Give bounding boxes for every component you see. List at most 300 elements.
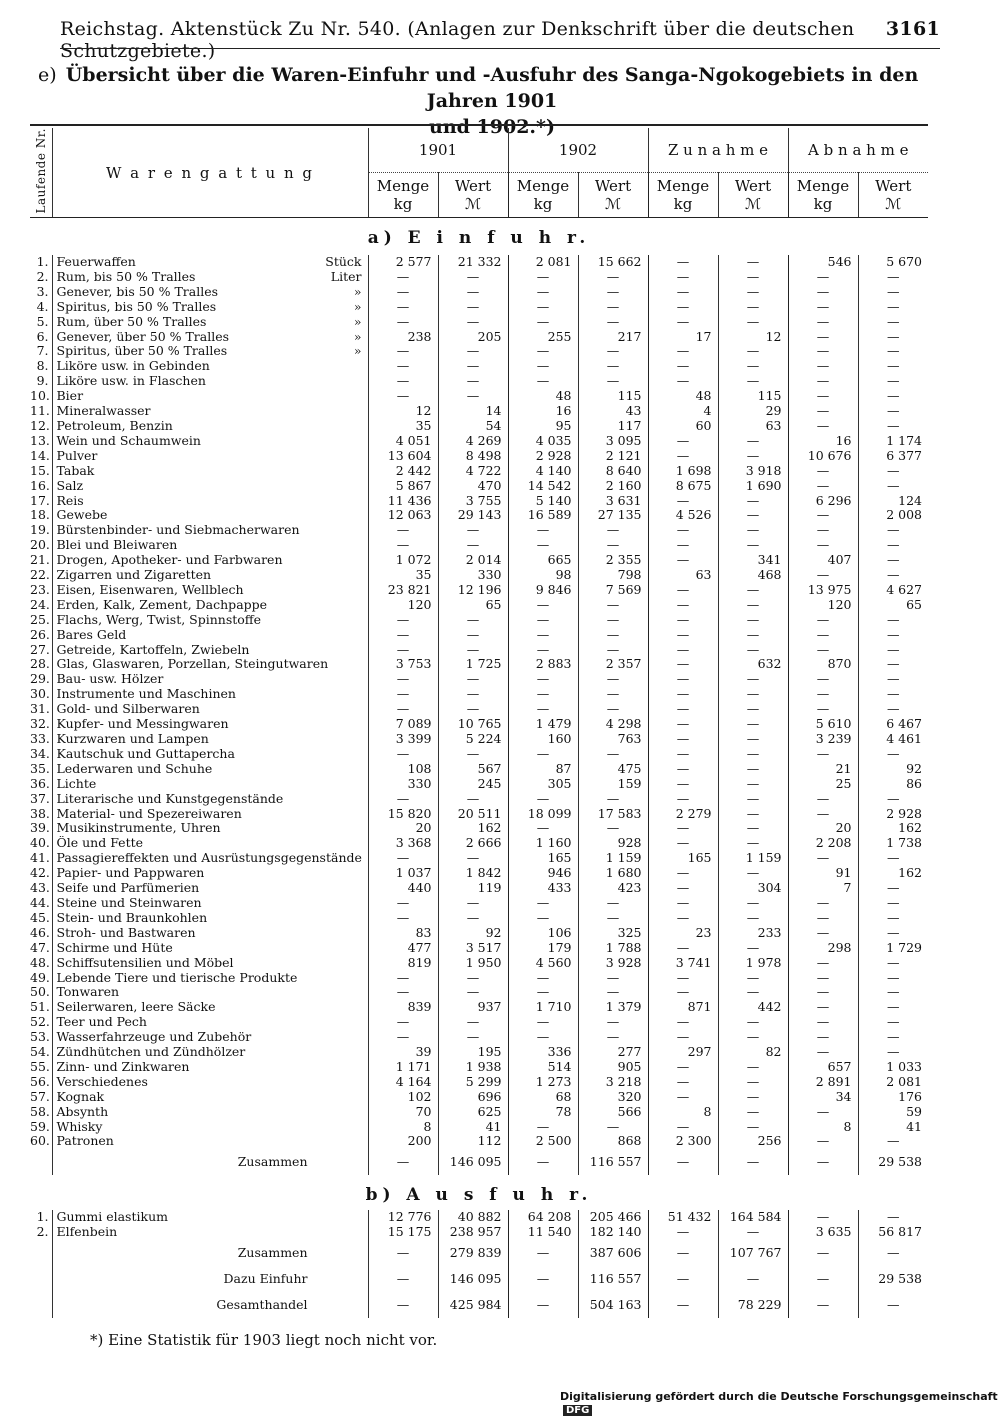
- value-cell: 51 432: [648, 1210, 718, 1225]
- value-cell: 475: [578, 762, 648, 777]
- value-cell: —: [368, 1015, 438, 1030]
- row-number: 2.: [36, 269, 49, 284]
- value-cell: —: [648, 628, 718, 643]
- value-cell: 91: [788, 866, 858, 881]
- item-name: [52, 1045, 368, 1060]
- value-cell: —: [858, 747, 928, 762]
- value-cell: 112: [438, 1134, 508, 1149]
- table-row: [30, 479, 928, 494]
- value-cell: —: [788, 479, 858, 494]
- value-cell: —: [718, 807, 788, 822]
- item-name: [52, 419, 368, 434]
- item-name: [52, 866, 368, 881]
- value-cell: 54: [438, 419, 508, 434]
- value-cell: 514: [508, 1060, 578, 1075]
- item-name: [52, 687, 368, 702]
- item-name: [52, 762, 368, 777]
- value-cell: —: [788, 613, 858, 628]
- value-cell: —: [858, 553, 928, 568]
- row-number: 35.: [30, 761, 50, 776]
- value-cell: —: [718, 1120, 788, 1135]
- value-cell: 2 928: [508, 449, 578, 464]
- item-name: [52, 315, 368, 330]
- value-cell: —: [858, 330, 928, 345]
- value-cell: —: [718, 270, 788, 285]
- table-row: [30, 1000, 928, 1015]
- value-cell: 12 063: [368, 508, 438, 523]
- table-row: [30, 941, 928, 956]
- value-cell: —: [368, 315, 438, 330]
- value-cell: 20: [788, 821, 858, 836]
- table-row: [30, 1060, 928, 1075]
- row-number: 45.: [30, 910, 50, 925]
- value-cell: —: [718, 672, 788, 687]
- value-cell: —: [858, 344, 928, 359]
- value-cell: —: [578, 985, 648, 1000]
- table-row: [30, 717, 928, 732]
- table-row: [30, 359, 928, 374]
- value-cell: —: [508, 344, 578, 359]
- value-cell: —: [578, 821, 648, 836]
- table-title-line2: und 1902.*): [429, 116, 555, 138]
- value-cell: —: [438, 702, 508, 717]
- value-cell: —: [718, 1105, 788, 1120]
- value-cell: —: [788, 985, 858, 1000]
- item-label: Liköre usw. in Flaschen: [56, 374, 206, 389]
- row-number: 12.: [30, 418, 50, 433]
- item-label: Kurzwaren und Lampen: [56, 732, 209, 746]
- value-cell: —: [858, 479, 928, 494]
- value-cell: —: [648, 1015, 718, 1030]
- value-cell: 2 008: [858, 508, 928, 523]
- value-cell: 1 725: [438, 657, 508, 672]
- value-cell: 29 143: [438, 508, 508, 523]
- value-cell: 200: [368, 1134, 438, 1149]
- value-cell: —: [788, 1210, 858, 1225]
- value-cell: 245: [438, 777, 508, 792]
- table-row: [30, 732, 928, 747]
- item-name: [52, 971, 368, 986]
- value-cell: —: [718, 359, 788, 374]
- table-row: [30, 1210, 928, 1225]
- value-cell: —: [718, 598, 788, 613]
- item-label: Spiritus, bis 50 % Tralles: [56, 299, 217, 314]
- table-row: [30, 315, 928, 330]
- value-cell: 41: [858, 1120, 928, 1135]
- value-cell: 320: [578, 1090, 648, 1105]
- item-name: [52, 464, 368, 479]
- item-label: Bier: [56, 389, 84, 404]
- value-cell: 1 379: [578, 1000, 648, 1015]
- value-cell: —: [788, 1149, 858, 1175]
- value-cell: —: [508, 1015, 578, 1030]
- value-cell: 4 722: [438, 464, 508, 479]
- value-cell: 5 867: [368, 479, 438, 494]
- value-cell: —: [578, 523, 648, 538]
- value-cell: 82: [718, 1045, 788, 1060]
- item-name: [52, 628, 368, 643]
- menge-header: [648, 173, 718, 218]
- item-label: Öle und Fette: [56, 836, 144, 851]
- item-name: [52, 523, 368, 538]
- item-label: Kautschuk und Guttapercha: [56, 746, 235, 761]
- value-cell: 1 273: [508, 1075, 578, 1090]
- value-cell: —: [368, 270, 438, 285]
- value-cell: —: [718, 971, 788, 986]
- unit-label: »: [351, 330, 362, 345]
- value-cell: —: [788, 1015, 858, 1030]
- item-name: [52, 449, 368, 464]
- value-cell: —: [718, 494, 788, 509]
- unit-label: »: [351, 300, 362, 315]
- value-cell: —: [858, 792, 928, 807]
- row-number: 58.: [30, 1104, 50, 1119]
- value-cell: —: [508, 315, 578, 330]
- value-cell: —: [788, 419, 858, 434]
- item-name: [52, 732, 368, 747]
- einfuhr-table: [30, 255, 928, 1175]
- value-cell: —: [648, 881, 718, 896]
- value-cell: —: [858, 956, 928, 971]
- item-label: Salz: [56, 478, 84, 493]
- wert-header: [718, 173, 788, 218]
- table-row: [30, 538, 928, 553]
- value-cell: 3 918: [718, 464, 788, 479]
- value-cell: —: [788, 344, 858, 359]
- item-name: [52, 807, 368, 822]
- item-label: Absynth: [56, 1104, 109, 1119]
- value-cell: —: [718, 866, 788, 881]
- value-cell: —: [438, 538, 508, 553]
- table-row: [30, 1045, 928, 1060]
- item-name: [52, 717, 368, 732]
- value-cell: 1 978: [718, 956, 788, 971]
- value-cell: 696: [438, 1090, 508, 1105]
- value-cell: 2 928: [858, 807, 928, 822]
- table-row: [30, 971, 928, 986]
- value-cell: —: [858, 1045, 928, 1060]
- row-number: 32.: [30, 717, 50, 732]
- value-cell: —: [648, 1292, 718, 1318]
- value-cell: 870: [788, 657, 858, 672]
- value-cell: 1 159: [578, 851, 648, 866]
- row-number: 59.: [30, 1119, 50, 1134]
- value-cell: —: [718, 344, 788, 359]
- value-cell: 23 821: [368, 583, 438, 598]
- wert-header: [438, 173, 508, 218]
- table-row: [30, 643, 928, 658]
- item-name: [52, 1292, 368, 1318]
- value-cell: 102: [368, 1090, 438, 1105]
- value-cell: —: [788, 1240, 858, 1266]
- value-cell: 48: [648, 389, 718, 404]
- item-label: Rum, über 50 % Tralles: [56, 314, 207, 329]
- value-cell: 15 175: [368, 1225, 438, 1240]
- value-cell: 8: [648, 1105, 718, 1120]
- value-cell: 433: [508, 881, 578, 896]
- value-cell: 68: [508, 1090, 578, 1105]
- value-cell: —: [648, 732, 718, 747]
- value-cell: 4 526: [648, 508, 718, 523]
- value-cell: 17: [648, 330, 718, 345]
- table-title-line1: Übersicht über die Waren-Einfuhr und -Ausfuhr des Sanga-Ngokogebiets in den Jahren 1901: [65, 64, 919, 112]
- table-row: [30, 255, 928, 270]
- value-cell: —: [648, 538, 718, 553]
- item-name: [52, 374, 368, 389]
- value-cell: —: [578, 628, 648, 643]
- value-cell: 2 883: [508, 657, 578, 672]
- row-number: 36.: [30, 776, 50, 791]
- row-number: 22.: [30, 568, 50, 583]
- value-cell: 162: [858, 866, 928, 881]
- row-number: 26.: [30, 627, 50, 642]
- mark-unit-label: ℳ: [604, 195, 622, 214]
- row-number: 40.: [30, 836, 50, 851]
- item-name: [52, 479, 368, 494]
- item-label: Passagiereffekten und Ausrüstungsgegenstände: [56, 851, 362, 866]
- value-cell: —: [788, 1045, 858, 1060]
- value-cell: —: [368, 792, 438, 807]
- value-cell: 937: [438, 1000, 508, 1015]
- item-name: [52, 702, 368, 717]
- table-row: [30, 285, 928, 300]
- value-cell: —: [578, 971, 648, 986]
- kg-unit-label: kg: [813, 195, 833, 214]
- value-cell: 625: [438, 1105, 508, 1120]
- value-cell: —: [788, 1292, 858, 1318]
- value-cell: —: [368, 643, 438, 658]
- value-cell: —: [508, 702, 578, 717]
- item-label: Schirme und Hüte: [56, 940, 173, 955]
- item-label: Elfenbein: [56, 1224, 118, 1239]
- item-label: Steine und Steinwaren: [56, 895, 202, 910]
- value-cell: —: [508, 672, 578, 687]
- value-cell: —: [648, 1266, 718, 1292]
- value-cell: —: [648, 1225, 718, 1240]
- value-cell: —: [368, 613, 438, 628]
- kg-unit-label: kg: [533, 195, 553, 214]
- value-cell: —: [648, 255, 718, 270]
- row-number: 9.: [36, 374, 49, 389]
- value-cell: —: [788, 374, 858, 389]
- table-row: [30, 583, 928, 598]
- value-cell: —: [508, 628, 578, 643]
- value-cell: —: [718, 792, 788, 807]
- row-number: 17.: [30, 493, 50, 508]
- value-cell: —: [788, 508, 858, 523]
- value-cell: 2 357: [578, 657, 648, 672]
- value-cell: —: [648, 702, 718, 717]
- value-cell: —: [788, 568, 858, 583]
- value-cell: 4 051: [368, 434, 438, 449]
- item-name: [52, 1134, 368, 1149]
- value-cell: 39: [368, 1045, 438, 1060]
- item-name: [52, 1060, 368, 1075]
- unit-label: »: [351, 315, 362, 330]
- wert-header: [858, 173, 928, 218]
- value-cell: —: [858, 643, 928, 658]
- item-label: Petroleum, Benzin: [56, 418, 173, 433]
- value-cell: —: [438, 851, 508, 866]
- item-label: Whisky: [56, 1119, 103, 1134]
- value-cell: 3 755: [438, 494, 508, 509]
- row-number: [30, 1240, 52, 1266]
- item-label: Lederwaren und Schuhe: [56, 761, 213, 776]
- value-cell: —: [718, 315, 788, 330]
- row-number: 19.: [30, 523, 50, 538]
- value-cell: 2 081: [508, 255, 578, 270]
- value-cell: 425 984: [438, 1292, 508, 1318]
- item-label: Lichte: [56, 776, 97, 791]
- value-cell: —: [368, 374, 438, 389]
- value-cell: —: [438, 523, 508, 538]
- item-name: [52, 359, 368, 374]
- value-cell: 2 208: [788, 836, 858, 851]
- value-cell: —: [368, 702, 438, 717]
- value-cell: 35: [368, 568, 438, 583]
- value-cell: 1 938: [438, 1060, 508, 1075]
- wert-label: Wert: [594, 177, 632, 196]
- value-cell: —: [718, 762, 788, 777]
- item-label: Gesamthandel: [216, 1296, 308, 1312]
- value-cell: —: [858, 315, 928, 330]
- value-cell: 6 296: [788, 494, 858, 509]
- mark-unit-label: ℳ: [885, 195, 902, 214]
- value-cell: 279 839: [438, 1240, 508, 1266]
- item-name: [52, 508, 368, 523]
- table-row: [30, 419, 928, 434]
- table-row: [30, 1090, 928, 1105]
- header-bottom-rule: [30, 217, 928, 218]
- item-label: Spiritus, über 50 % Tralles: [56, 344, 228, 359]
- value-cell: —: [788, 672, 858, 687]
- item-label: Seilerwaren, leere Säcke: [56, 1000, 216, 1015]
- value-cell: 297: [648, 1045, 718, 1060]
- value-cell: —: [508, 1030, 578, 1045]
- value-cell: 4 035: [508, 434, 578, 449]
- item-label: Zusammen: [237, 1154, 308, 1170]
- value-cell: —: [718, 1266, 788, 1292]
- item-name: [52, 956, 368, 971]
- value-cell: 83: [368, 926, 438, 941]
- value-cell: 13 975: [788, 583, 858, 598]
- value-cell: —: [508, 971, 578, 986]
- item-name: [52, 926, 368, 941]
- item-label: Genever, bis 50 % Tralles: [56, 284, 219, 299]
- value-cell: —: [648, 1060, 718, 1075]
- value-cell: 839: [368, 1000, 438, 1015]
- value-cell: —: [368, 344, 438, 359]
- value-cell: 43: [578, 404, 648, 419]
- item-label: Zusammen: [237, 1244, 308, 1260]
- value-cell: 116 557: [578, 1149, 648, 1175]
- row-number: 5.: [36, 314, 49, 329]
- value-cell: —: [438, 1015, 508, 1030]
- item-name: [52, 941, 368, 956]
- row-number: 46.: [30, 925, 50, 940]
- footnote: *) Eine Statistik für 1903 liegt noch nicht vor.: [90, 1331, 438, 1349]
- item-label: Material- und Spezereiwaren: [56, 806, 242, 821]
- table-row: [30, 956, 928, 971]
- value-cell: —: [858, 404, 928, 419]
- value-cell: —: [718, 941, 788, 956]
- item-label: Zigarren und Zigaretten: [56, 568, 212, 583]
- row-number: 18.: [30, 508, 50, 523]
- table-row: [30, 434, 928, 449]
- row-number: 43.: [30, 881, 50, 896]
- value-cell: 27 135: [578, 508, 648, 523]
- unit-label: »: [351, 285, 362, 300]
- value-cell: —: [718, 777, 788, 792]
- item-label: Erden, Kalk, Zement, Dachpappe: [56, 597, 268, 612]
- group-1902: 1902: [508, 128, 648, 173]
- running-title: Reichstag. Aktenstück Zu Nr. 540. (Anlagen zur Denkschrift über die deutschen Schutzgebiete.): [60, 18, 855, 62]
- value-cell: 12: [718, 330, 788, 345]
- value-cell: 546: [788, 255, 858, 270]
- value-cell: —: [858, 374, 928, 389]
- value-cell: —: [718, 1149, 788, 1175]
- value-cell: 798: [578, 568, 648, 583]
- value-cell: 162: [858, 821, 928, 836]
- row-number: 20.: [30, 538, 50, 553]
- value-cell: 48: [508, 389, 578, 404]
- value-cell: —: [648, 1090, 718, 1105]
- value-cell: —: [648, 1240, 718, 1266]
- value-cell: —: [368, 1240, 438, 1266]
- value-cell: 3 928: [578, 956, 648, 971]
- value-cell: 8: [788, 1120, 858, 1135]
- item-label: Verschiedenes: [56, 1074, 148, 1089]
- value-cell: 17 583: [578, 807, 648, 822]
- value-cell: —: [788, 687, 858, 702]
- value-cell: —: [578, 270, 648, 285]
- value-cell: —: [788, 300, 858, 315]
- value-cell: —: [648, 1149, 718, 1175]
- table-row: [30, 911, 928, 926]
- item-name: [52, 792, 368, 807]
- value-cell: —: [718, 300, 788, 315]
- value-cell: —: [368, 747, 438, 762]
- item-label: Musikinstrumente, Uhren: [56, 821, 221, 836]
- value-cell: 35: [368, 419, 438, 434]
- item-name: [52, 538, 368, 553]
- value-cell: 146 095: [438, 1266, 508, 1292]
- row-number: 53.: [30, 1030, 50, 1045]
- value-cell: —: [788, 464, 858, 479]
- value-cell: —: [578, 747, 648, 762]
- value-cell: 165: [508, 851, 578, 866]
- value-cell: —: [718, 1015, 788, 1030]
- item-label: Schiffsutensilien und Möbel: [56, 955, 234, 970]
- table-row: [30, 508, 928, 523]
- table-row: [30, 494, 928, 509]
- value-cell: —: [718, 1030, 788, 1045]
- value-cell: —: [578, 792, 648, 807]
- value-cell: 336: [508, 1045, 578, 1060]
- value-cell: —: [648, 836, 718, 851]
- item-name: [52, 1149, 368, 1175]
- value-cell: —: [718, 732, 788, 747]
- value-cell: —: [788, 285, 858, 300]
- value-cell: —: [368, 538, 438, 553]
- value-cell: —: [368, 911, 438, 926]
- value-cell: —: [788, 315, 858, 330]
- value-cell: 4 164: [368, 1075, 438, 1090]
- row-number: 15.: [30, 463, 50, 478]
- item-name: [52, 1210, 368, 1225]
- table-row: [30, 568, 928, 583]
- item-name: [52, 1090, 368, 1105]
